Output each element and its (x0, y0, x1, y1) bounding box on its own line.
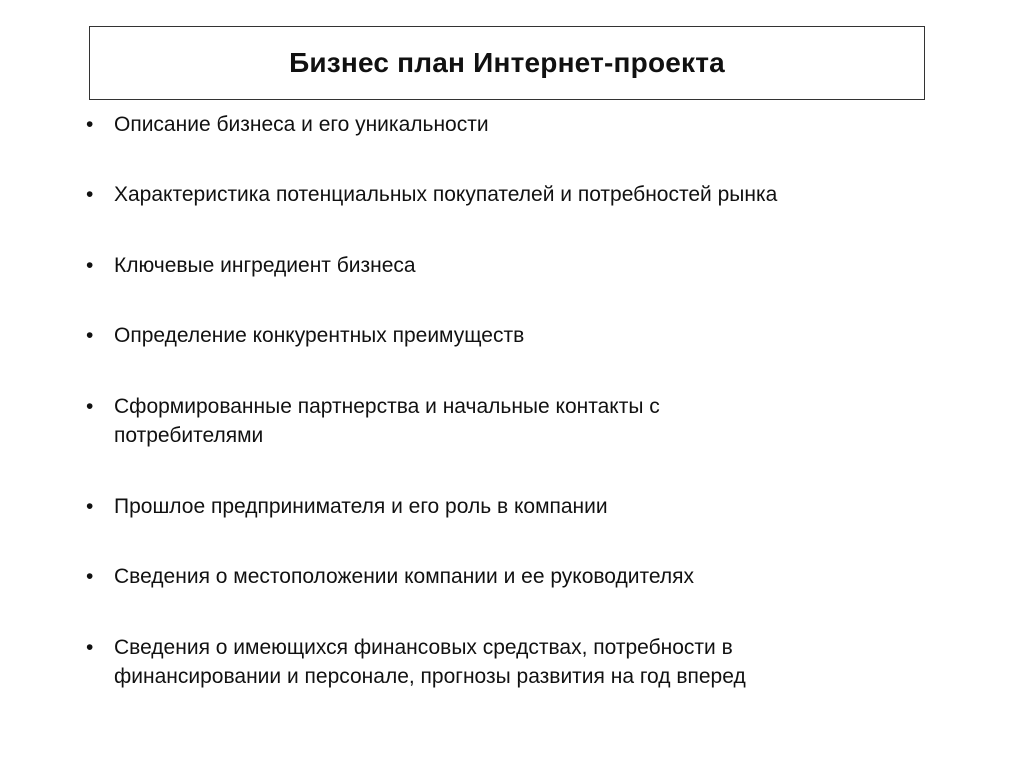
bullet-text: Описание бизнеса и его уникальности (114, 113, 489, 136)
bullet-item (86, 633, 986, 691)
bullet-icon: • (86, 254, 94, 277)
bullet-icon: • (86, 565, 94, 588)
bullet-item (86, 110, 986, 139)
bullet-item (86, 321, 986, 350)
bullet-icon: • (86, 183, 94, 206)
bullet-text: Характеристика потенциальных покупателей и потребностей рынка (114, 183, 778, 206)
bullet-icon: • (86, 636, 94, 659)
bullet-text: Ключевые ингредиент бизнеса (114, 254, 416, 277)
bullet-item (86, 180, 986, 209)
bullet-item (86, 562, 986, 591)
bullet-icon: • (86, 113, 94, 136)
slide-title: Бизнес план Интернет-проекта (289, 47, 725, 78)
bullet-item (86, 392, 986, 450)
bullet-text: Сформированные партнерства и начальные контакты с потребителями (114, 395, 660, 447)
bullet-icon: • (86, 495, 94, 518)
bullet-item (86, 251, 986, 280)
bullet-text: Сведения о местоположении компании и ее руководителях (114, 565, 695, 588)
bullet-icon: • (86, 395, 94, 418)
bullet-icon: • (86, 324, 94, 347)
bullet-text: Сведения о имеющихся финансовых средствах, потребности в финансировании и персонале, прогнозы развития на год вперед (114, 636, 746, 688)
bullet-text: Прошлое предпринимателя и его роль в компании (114, 495, 608, 518)
title-box (89, 26, 925, 100)
bullet-item (86, 492, 986, 521)
bullet-text: Определение конкурентных преимуществ (114, 324, 525, 347)
